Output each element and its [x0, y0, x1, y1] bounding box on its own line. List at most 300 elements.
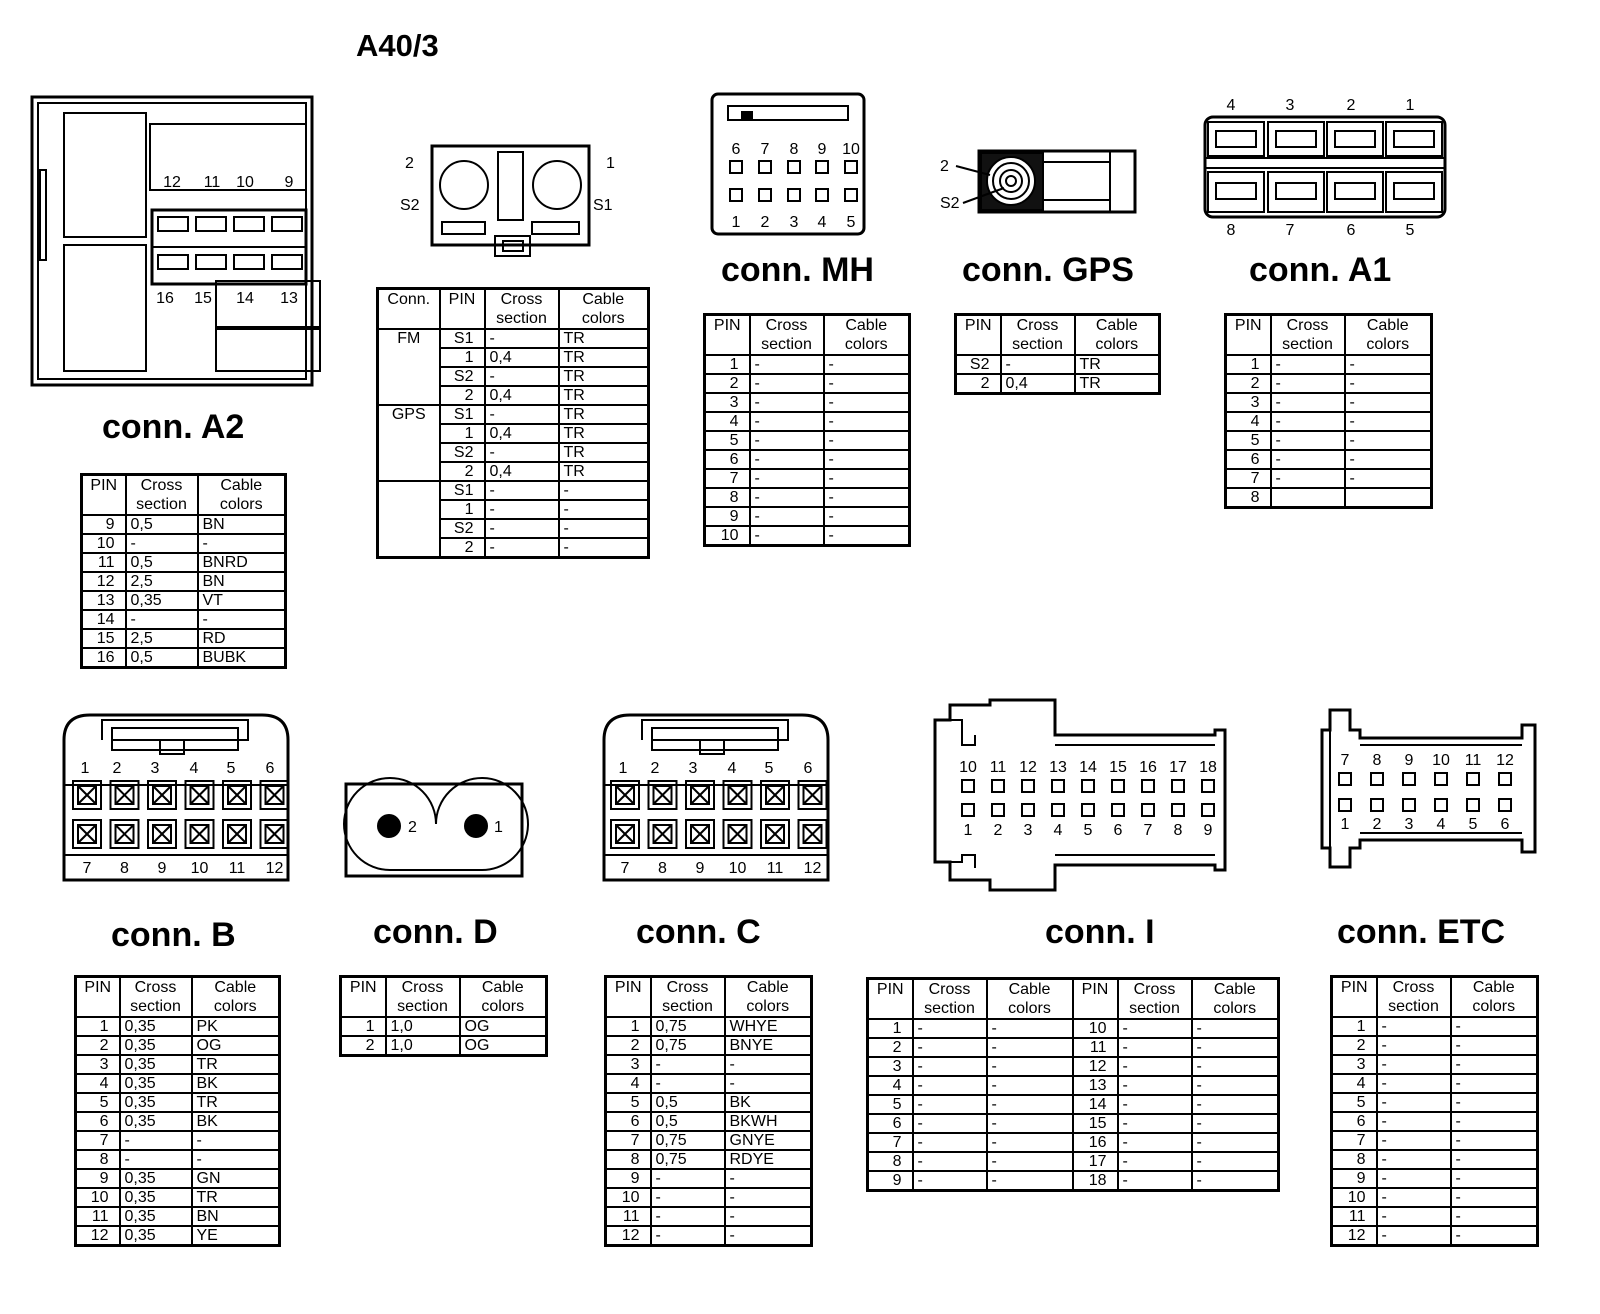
table-row	[606, 1017, 812, 1036]
table-row	[705, 450, 910, 469]
cable-color-cell: TR	[192, 1188, 280, 1207]
cable-color-cell: BKWH	[725, 1112, 812, 1131]
cable-color-cell: -	[1345, 393, 1432, 412]
header-cross: Cross section	[1271, 315, 1345, 356]
header-cross: Cross section	[386, 977, 460, 1018]
cable-color-cell: BK	[725, 1093, 812, 1112]
pin-cell: 8	[76, 1150, 120, 1169]
a2-pin-label: 15	[194, 290, 212, 307]
cable-color-cell: -	[987, 1114, 1073, 1133]
cross-section-cell: -	[485, 329, 559, 348]
cross-section-cell: 0,35	[120, 1188, 192, 1207]
table-row	[956, 374, 1160, 394]
cross-section-cell: -	[750, 450, 824, 469]
c-pin-label: 2	[650, 760, 660, 777]
cable-color-cell: TR	[559, 424, 649, 443]
i-pin-label: 6	[1113, 822, 1123, 839]
cross-section-cell: -	[1118, 1133, 1192, 1152]
cross-section-cell: -	[913, 1057, 987, 1076]
a1-slot	[1216, 131, 1256, 147]
pin-cell: 3	[868, 1057, 913, 1076]
c-pin-label: 9	[695, 860, 705, 877]
pin-cell: 1	[868, 1019, 913, 1038]
table-row	[76, 1074, 280, 1093]
table-row	[956, 355, 1160, 374]
cable-color-cell: WHYE	[725, 1017, 812, 1036]
header-cross: Cross section	[120, 977, 192, 1018]
table-row	[1226, 450, 1432, 469]
cross-section-cell: 0,75	[651, 1036, 725, 1055]
cross-section-cell: -	[1271, 355, 1345, 374]
header-cable: Cable colors	[559, 289, 649, 330]
a1-pin-label: 8	[1226, 222, 1236, 239]
mh-pin-label: 8	[789, 141, 799, 158]
a1-pin-label: 7	[1285, 222, 1295, 239]
cable-color-cell: -	[824, 507, 910, 526]
c-pin-label: 1	[618, 760, 628, 777]
cross-section-cell: 0,5	[126, 648, 198, 668]
cable-color-cell: -	[1451, 1036, 1538, 1055]
i-pin	[962, 780, 974, 792]
pin-cell: 2	[1226, 374, 1271, 393]
cable-color-cell: OG	[460, 1036, 547, 1056]
cable-color-cell: TR	[559, 367, 649, 386]
cable-color-cell: BUBK	[198, 648, 286, 668]
pin-cell: 5	[1332, 1093, 1377, 1112]
c-pin-label: 4	[727, 760, 737, 777]
pin-cell: 14	[1073, 1095, 1118, 1114]
i-pin-label: 17	[1169, 759, 1187, 776]
cross-section-cell: -	[1118, 1095, 1192, 1114]
etc-pin-label: 5	[1468, 816, 1478, 833]
i-pin-label: 7	[1143, 822, 1153, 839]
table-row	[76, 1036, 280, 1055]
cable-color-cell: -	[1451, 1112, 1538, 1131]
table-row	[868, 1171, 1279, 1191]
pin-cell: 15	[82, 629, 126, 648]
a2-pin-label: 13	[280, 290, 298, 307]
pin-cell: 2	[868, 1038, 913, 1057]
pin-cell: 11	[76, 1207, 120, 1226]
cross-section-cell: -	[1377, 1055, 1451, 1074]
cable-color-cell: RD	[198, 629, 286, 648]
cable-color-cell: BN	[192, 1207, 280, 1226]
cable-color-cell: -	[559, 481, 649, 500]
b-pin-label: 4	[189, 760, 199, 777]
a1-slot	[1276, 183, 1316, 199]
pin-cell: 11	[606, 1207, 651, 1226]
conn-b-title: conn. B	[111, 916, 236, 954]
pin-cell: 5	[705, 431, 750, 450]
table-row	[82, 591, 286, 610]
i-pin	[1172, 780, 1184, 792]
cable-color-cell: -	[824, 431, 910, 450]
cross-section-cell: -	[485, 538, 559, 558]
cross-section-cell: -	[651, 1188, 725, 1207]
header-cross: Cross section	[651, 977, 725, 1018]
table-row	[1332, 1207, 1538, 1226]
cross-section-cell: -	[1271, 450, 1345, 469]
header-conn: Conn.	[378, 289, 440, 330]
b-pin-label: 2	[112, 760, 122, 777]
table-row	[76, 1017, 280, 1036]
cable-color-cell: -	[725, 1226, 812, 1246]
cross-section-cell: -	[913, 1133, 987, 1152]
b-pin-label: 11	[228, 860, 246, 877]
cable-color-cell: TR	[192, 1093, 280, 1112]
table-row	[705, 355, 910, 374]
b-pin-label: 10	[190, 860, 209, 877]
cable-color-cell: BK	[192, 1112, 280, 1131]
cable-color-cell: BNRD	[198, 553, 286, 572]
cable-color-cell: TR	[559, 329, 649, 348]
c-pin-label: 5	[764, 760, 774, 777]
cross-section-cell: 0,4	[485, 386, 559, 405]
cable-color-cell: -	[824, 412, 910, 431]
cable-color-cell: -	[198, 610, 286, 629]
cable-color-cell: TR	[192, 1055, 280, 1074]
cross-section-cell: 0,35	[120, 1074, 192, 1093]
pin-cell: 12	[606, 1226, 651, 1246]
table-row	[705, 488, 910, 507]
etc-pin	[1371, 773, 1383, 785]
cable-color-cell: -	[1345, 450, 1432, 469]
pin-cell: 12	[82, 572, 126, 591]
header-cable: Cable colors	[1192, 979, 1279, 1020]
conn-group-cell: FM	[378, 329, 440, 405]
conn-d-table	[339, 975, 548, 1057]
mh-pin-label: 3	[789, 214, 799, 231]
etc-pin	[1435, 773, 1447, 785]
i-pin-label: 12	[1019, 759, 1037, 776]
cross-section-cell: -	[913, 1019, 987, 1038]
cable-color-cell: -	[824, 469, 910, 488]
pin-cell: 7	[705, 469, 750, 488]
pin-cell: 15	[1073, 1114, 1118, 1133]
cable-color-cell: -	[1451, 1055, 1538, 1074]
conn-gps-drawing	[940, 151, 1135, 212]
a1-slot	[1335, 131, 1375, 147]
etc-pin-label: 7	[1340, 752, 1350, 769]
pin-cell: 13	[1073, 1076, 1118, 1095]
pin-cell: 5	[1226, 431, 1271, 450]
cross-section-cell: 0,5	[651, 1112, 725, 1131]
cable-color-cell: -	[1451, 1226, 1538, 1246]
table-row	[76, 1226, 280, 1246]
pin-cell: 6	[1226, 450, 1271, 469]
i-pin-label: 11	[989, 759, 1007, 776]
a2-pin-label: 9	[284, 174, 294, 191]
b-pin-label: 1	[80, 760, 90, 777]
cable-color-cell: -	[1451, 1074, 1538, 1093]
pin-cell: 7	[1332, 1131, 1377, 1150]
a1-pin-label: 1	[1405, 97, 1415, 114]
cable-color-cell: -	[1451, 1150, 1538, 1169]
cross-section-cell: -	[750, 526, 824, 546]
table-row	[868, 1133, 1279, 1152]
pin-cell: 6	[705, 450, 750, 469]
etc-pin-label: 2	[1372, 816, 1382, 833]
pin-cell: 9	[868, 1171, 913, 1191]
b-pin-label: 8	[120, 860, 129, 877]
table-row	[1226, 412, 1432, 431]
cable-color-cell	[1345, 488, 1432, 508]
cross-section-cell: 0,4	[1001, 374, 1075, 394]
pin-cell: 2	[440, 386, 485, 405]
cable-color-cell: -	[725, 1055, 812, 1074]
header-pin: PIN	[956, 315, 1001, 356]
cable-color-cell: BK	[192, 1074, 280, 1093]
cross-section-cell: -	[120, 1150, 192, 1169]
table-row	[606, 1055, 812, 1074]
cable-color-cell: -	[1192, 1076, 1279, 1095]
pin-cell: 1	[705, 355, 750, 374]
table-row	[705, 393, 910, 412]
cross-section-cell: 0,5	[651, 1093, 725, 1112]
cross-section-cell: 0,35	[120, 1226, 192, 1246]
cross-section-cell: -	[913, 1038, 987, 1057]
pin-cell: 6	[1332, 1112, 1377, 1131]
cross-section-cell: -	[750, 374, 824, 393]
pin-cell: 10	[76, 1188, 120, 1207]
cross-section-cell: -	[1377, 1036, 1451, 1055]
table-row	[1332, 1036, 1538, 1055]
table-row	[76, 1131, 280, 1150]
cable-color-cell: -	[1451, 1207, 1538, 1226]
pin-cell: 16	[1073, 1133, 1118, 1152]
i-pin	[1082, 780, 1094, 792]
conn-d-title: conn. D	[373, 913, 498, 951]
cross-section-cell: -	[485, 500, 559, 519]
i-pin	[1202, 780, 1214, 792]
etc-pin-label: 4	[1436, 816, 1446, 833]
mh-pin-label: 4	[817, 214, 827, 231]
table-row	[1226, 431, 1432, 450]
table-row	[868, 1152, 1279, 1171]
table-row	[378, 405, 649, 424]
conn-a2-title: conn. A2	[102, 408, 245, 446]
pin-cell: S1	[440, 481, 485, 500]
pin-cell: 10	[705, 526, 750, 546]
pin-cell: S2	[440, 519, 485, 538]
conn-a1-table	[1224, 313, 1433, 509]
header-cable: Cable colors	[1345, 315, 1432, 356]
cross-section-cell: -	[1271, 431, 1345, 450]
cable-color-cell: OG	[460, 1017, 547, 1036]
conn-a2-table	[80, 473, 287, 669]
conn-etc-drawing	[1322, 710, 1535, 867]
table-row	[606, 1093, 812, 1112]
header-pin: PIN	[341, 977, 386, 1018]
cable-color-cell: -	[1345, 355, 1432, 374]
pin-cell: 2	[440, 462, 485, 481]
cable-color-cell: -	[1192, 1038, 1279, 1057]
cable-color-cell: -	[987, 1057, 1073, 1076]
pin-cell: 12	[76, 1226, 120, 1246]
cross-section-cell: -	[1377, 1093, 1451, 1112]
cross-section-cell: -	[1271, 393, 1345, 412]
conn-c-table	[604, 975, 813, 1247]
cable-color-cell: -	[1192, 1171, 1279, 1191]
pin-cell: 4	[705, 412, 750, 431]
cross-section-cell: -	[913, 1171, 987, 1191]
a1-pin-label: 6	[1346, 222, 1356, 239]
i-pin	[1112, 780, 1124, 792]
table-row	[606, 1207, 812, 1226]
table-row	[82, 553, 286, 572]
i-pin-label: 18	[1199, 759, 1217, 776]
table-row	[606, 1226, 812, 1246]
a1-pin-label: 3	[1285, 97, 1295, 114]
pin-cell: 10	[606, 1188, 651, 1207]
conn-gps-title: conn. GPS	[962, 251, 1134, 289]
pin-cell: 3	[1332, 1055, 1377, 1074]
cable-color-cell: TR	[559, 348, 649, 367]
cable-color-cell: TR	[559, 405, 649, 424]
cross-section-cell: 0,5	[126, 553, 198, 572]
i-pin-label: 9	[1203, 822, 1213, 839]
etc-pin-label: 12	[1496, 752, 1514, 769]
mh-pin-label: 7	[760, 141, 770, 158]
pin-cell: 3	[76, 1055, 120, 1074]
table-row	[606, 1188, 812, 1207]
cross-section-cell: 0,75	[651, 1150, 725, 1169]
conn-mh-drawing	[712, 94, 864, 234]
cross-section-cell: -	[1377, 1017, 1451, 1036]
cable-color-cell: TR	[1075, 374, 1160, 394]
pin-cell: 9	[606, 1169, 651, 1188]
pin-cell: 5	[76, 1093, 120, 1112]
pin-cell: 10	[1073, 1019, 1118, 1038]
mh-pin	[816, 189, 828, 201]
pin-cell: 10	[1332, 1188, 1377, 1207]
table-row	[76, 1207, 280, 1226]
table-row	[705, 469, 910, 488]
cable-color-cell: VT	[198, 591, 286, 610]
cable-color-cell: -	[725, 1074, 812, 1093]
pin-cell: 5	[606, 1093, 651, 1112]
table-row	[76, 1055, 280, 1074]
i-pin	[962, 804, 974, 816]
header-cross: Cross section	[485, 289, 559, 330]
table-row	[606, 1112, 812, 1131]
pin-cell: 1	[606, 1017, 651, 1036]
cable-color-cell: -	[824, 393, 910, 412]
cross-section-cell: -	[485, 481, 559, 500]
header-cross: Cross section	[750, 315, 824, 356]
cable-color-cell: -	[1345, 431, 1432, 450]
cable-color-cell: TR	[559, 462, 649, 481]
etc-pin	[1499, 799, 1511, 811]
cross-section-cell: 0,5	[126, 515, 198, 534]
pin-cell: 3	[1226, 393, 1271, 412]
table-row	[1332, 1093, 1538, 1112]
cable-color-cell: BN	[198, 572, 286, 591]
a2-pin-label: 11	[203, 174, 221, 191]
table-row	[76, 1150, 280, 1169]
d-label-2: 2	[408, 819, 417, 836]
etc-pin-label: 11	[1464, 752, 1482, 769]
table-row	[1332, 1074, 1538, 1093]
a2-slot	[158, 217, 188, 231]
pin-cell: 1	[1332, 1017, 1377, 1036]
cable-color-cell: -	[1192, 1133, 1279, 1152]
pin-cell: 2	[1332, 1036, 1377, 1055]
cross-section-cell: -	[913, 1114, 987, 1133]
cross-section-cell: -	[1271, 469, 1345, 488]
mh-pin-label: 1	[731, 214, 741, 231]
pin-cell: 8	[1332, 1150, 1377, 1169]
pin-cell: S2	[440, 443, 485, 462]
table-row	[1332, 1017, 1538, 1036]
table-row	[76, 1188, 280, 1207]
pin-cell: 9	[1332, 1169, 1377, 1188]
header-pin: PIN	[1226, 315, 1271, 356]
b-pin-label: 7	[82, 860, 92, 877]
cross-section-cell: 0,35	[120, 1207, 192, 1226]
a1-slot	[1394, 131, 1434, 147]
pin-cell: 12	[1073, 1057, 1118, 1076]
cable-color-cell: -	[192, 1150, 280, 1169]
cross-section-cell: -	[1377, 1169, 1451, 1188]
cable-color-cell: -	[1192, 1114, 1279, 1133]
a2-slot	[272, 217, 302, 231]
cable-color-cell: -	[1345, 374, 1432, 393]
cross-section-cell: -	[485, 405, 559, 424]
cable-color-cell: -	[987, 1171, 1073, 1191]
pin-cell: 16	[82, 648, 126, 668]
cross-section-cell: -	[1118, 1019, 1192, 1038]
i-pin-label: 14	[1079, 759, 1097, 776]
cross-section-cell: -	[651, 1226, 725, 1246]
i-pin-label: 5	[1083, 822, 1093, 839]
conn-i-table	[866, 977, 1280, 1192]
pin-cell: 2	[440, 538, 485, 558]
pin-cell: 11	[82, 553, 126, 572]
cross-section-cell: -	[651, 1169, 725, 1188]
conn-b-table	[74, 975, 281, 1247]
pin-cell: 3	[705, 393, 750, 412]
table-row	[1226, 374, 1432, 393]
a1-slot	[1394, 183, 1434, 199]
cross-section-cell: -	[651, 1207, 725, 1226]
table-row	[606, 1131, 812, 1150]
etc-pin-label: 3	[1404, 816, 1414, 833]
conn-a1-drawing	[1205, 97, 1445, 239]
cross-section-cell: -	[1271, 374, 1345, 393]
conn-mh-title: conn. MH	[721, 251, 874, 289]
pin-cell: 4	[1332, 1074, 1377, 1093]
a2-slot	[196, 255, 226, 269]
table-row	[1226, 355, 1432, 374]
pin-cell: 1	[341, 1017, 386, 1036]
cable-color-cell: GNYE	[725, 1131, 812, 1150]
pin-cell: 1	[440, 424, 485, 443]
table-row	[1332, 1055, 1538, 1074]
cable-color-cell: -	[1451, 1188, 1538, 1207]
cable-color-cell: -	[1192, 1095, 1279, 1114]
pin-cell: 11	[1332, 1207, 1377, 1226]
cross-section-cell: -	[1001, 355, 1075, 374]
table-row	[868, 1076, 1279, 1095]
pin-cell: 9	[76, 1169, 120, 1188]
table-row	[868, 1019, 1279, 1038]
pin-cell: 2	[606, 1036, 651, 1055]
cross-section-cell: -	[126, 534, 198, 553]
cable-color-cell: -	[824, 450, 910, 469]
cable-color-cell: -	[824, 488, 910, 507]
etc-pin	[1371, 799, 1383, 811]
